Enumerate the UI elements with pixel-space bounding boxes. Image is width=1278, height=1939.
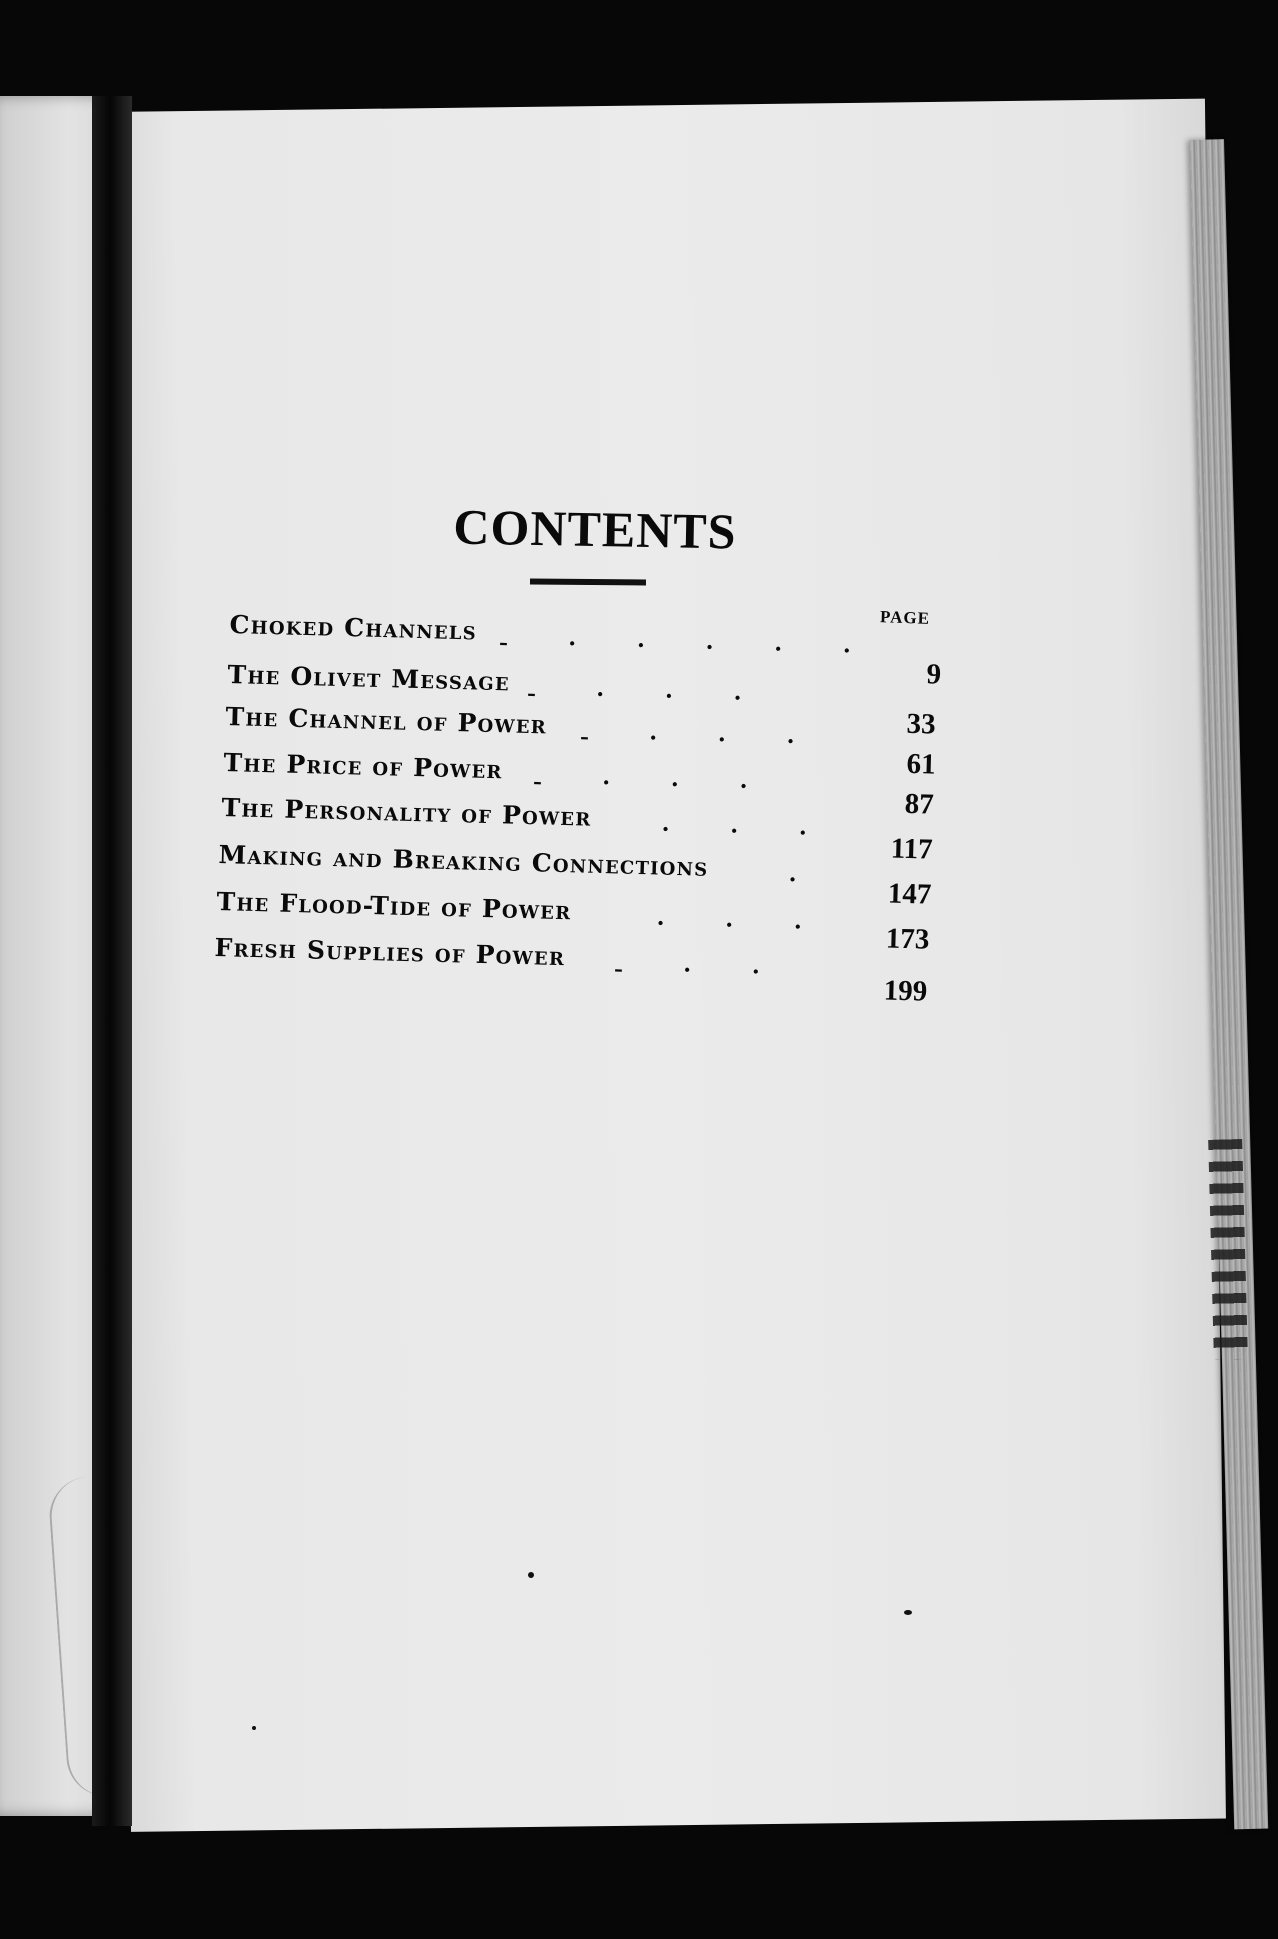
dot-leaders: ···	[660, 814, 868, 849]
page-title: CONTENTS	[452, 498, 737, 560]
page-column-header: PAGE	[879, 607, 931, 628]
toc-entry-title: The Price of Power	[223, 748, 504, 785]
toc-entry-title: The Personality of Power	[221, 793, 592, 832]
title-divider	[530, 578, 646, 585]
toc-entry-title: Choked Channels	[229, 610, 478, 646]
toc-entry-page: 33	[906, 707, 936, 741]
ink-speck	[528, 1572, 534, 1578]
toc-entry-page: 147	[887, 877, 932, 911]
dot-leaders: -···	[579, 721, 856, 758]
dot-leaders: -···	[526, 677, 803, 715]
toc-entry-page: 87	[904, 787, 935, 821]
toc-entry-title: The Olivet Message	[227, 660, 511, 697]
toc-entry-page: 61	[906, 747, 937, 781]
ink-speck	[904, 1610, 912, 1615]
dot-leaders: ···	[655, 908, 863, 943]
toc-entry-page: 199	[883, 974, 928, 1008]
dot-leaders: -··	[613, 953, 821, 988]
dot-leaders: -·····	[498, 627, 912, 667]
toc-entry-page: 173	[885, 922, 930, 956]
toc-entry-page: 117	[890, 832, 934, 866]
dot-leaders: ·	[787, 864, 858, 896]
toc-entry-page: 9	[926, 658, 942, 691]
toc-entry-title: Fresh Supplies of Power	[214, 933, 566, 972]
toc-entry-title: The Flood-Tide of Power	[216, 887, 572, 926]
toc-entry-title: The Channel of Power	[225, 702, 548, 740]
ink-speck	[252, 1726, 256, 1730]
dot-leaders: -···	[532, 766, 809, 803]
toc-entry-title: Making and Breaking Connections	[218, 840, 709, 882]
